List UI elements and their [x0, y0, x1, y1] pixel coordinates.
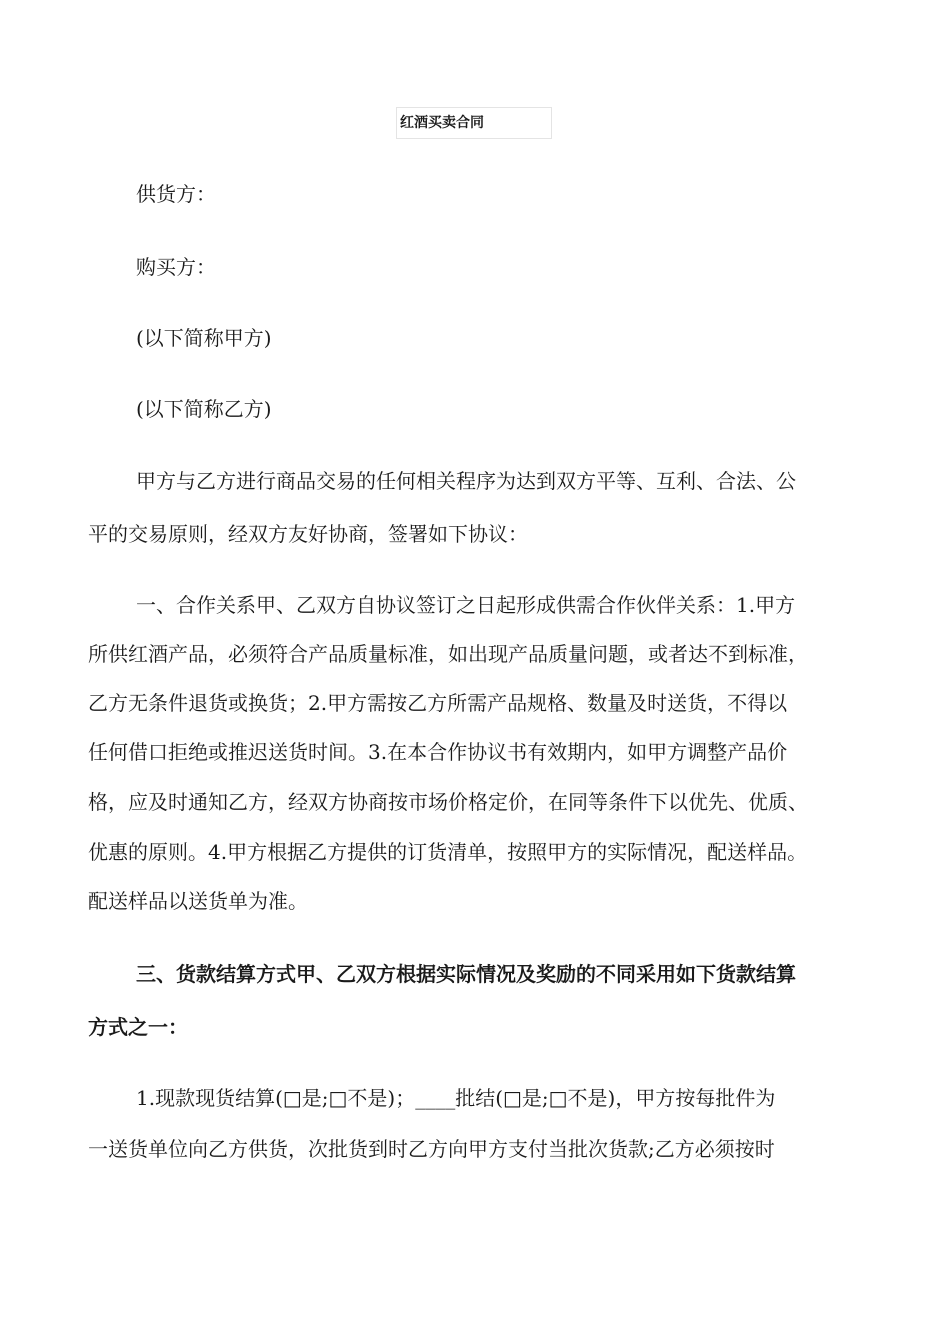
item-1-line-2: 一送货单位向乙方供货，次批货到时乙方向甲方支付当批次货款;乙方必须按时: [88, 1137, 775, 1161]
intro-line-1: 甲方与乙方进行商品交易的任何相关程序为达到双方平等、互利、合法、公: [136, 469, 796, 493]
supplier-line: 供货方：: [136, 182, 216, 206]
document-title: 红酒买卖合同: [400, 115, 484, 131]
section-3-line-1: 三、货款结算方式甲、乙双方根据实际情况及奖励的不同采用如下货款结算: [136, 962, 796, 986]
section-1-line-7: 配送样品以送货单为准。: [88, 889, 308, 913]
party-a-note: (以下简称甲方): [136, 326, 272, 350]
section-1-line-2: 所供红酒产品，必须符合产品质量标准，如出现产品质量问题，或者达不到标准，: [88, 642, 808, 666]
party-b-note: (以下简称乙方): [136, 397, 272, 421]
section-1-line-6: 优惠的原则。4.甲方根据乙方提供的订货清单，按照甲方的实际情况，配送样品。: [88, 840, 808, 864]
buyer-line: 购买方：: [136, 255, 216, 279]
section-1-line-1: 一、合作关系甲、乙双方自协议签订之日起形成供需合作伙伴关系：1.甲方: [136, 593, 796, 617]
intro-line-2: 平的交易原则，经双方友好协商，签署如下协议：: [88, 522, 528, 546]
section-1-line-4: 任何借口拒绝或推迟送货时间。3.在本合作协议书有效期内，如甲方调整产品价: [88, 740, 788, 764]
section-1-line-3: 乙方无条件退货或换货；2.甲方需按乙方所需产品规格、数量及时送货，不得以: [88, 691, 788, 715]
section-3-line-2: 方式之一：: [88, 1015, 188, 1039]
item-1-line-1: 1.现款现货结算(□是;□不是)；____批结(□是;□不是)，甲方按每批件为: [136, 1086, 776, 1110]
section-1-line-5: 格，应及时通知乙方，经双方协商按市场价格定价，在同等条件下以优先、优质、: [88, 790, 808, 814]
